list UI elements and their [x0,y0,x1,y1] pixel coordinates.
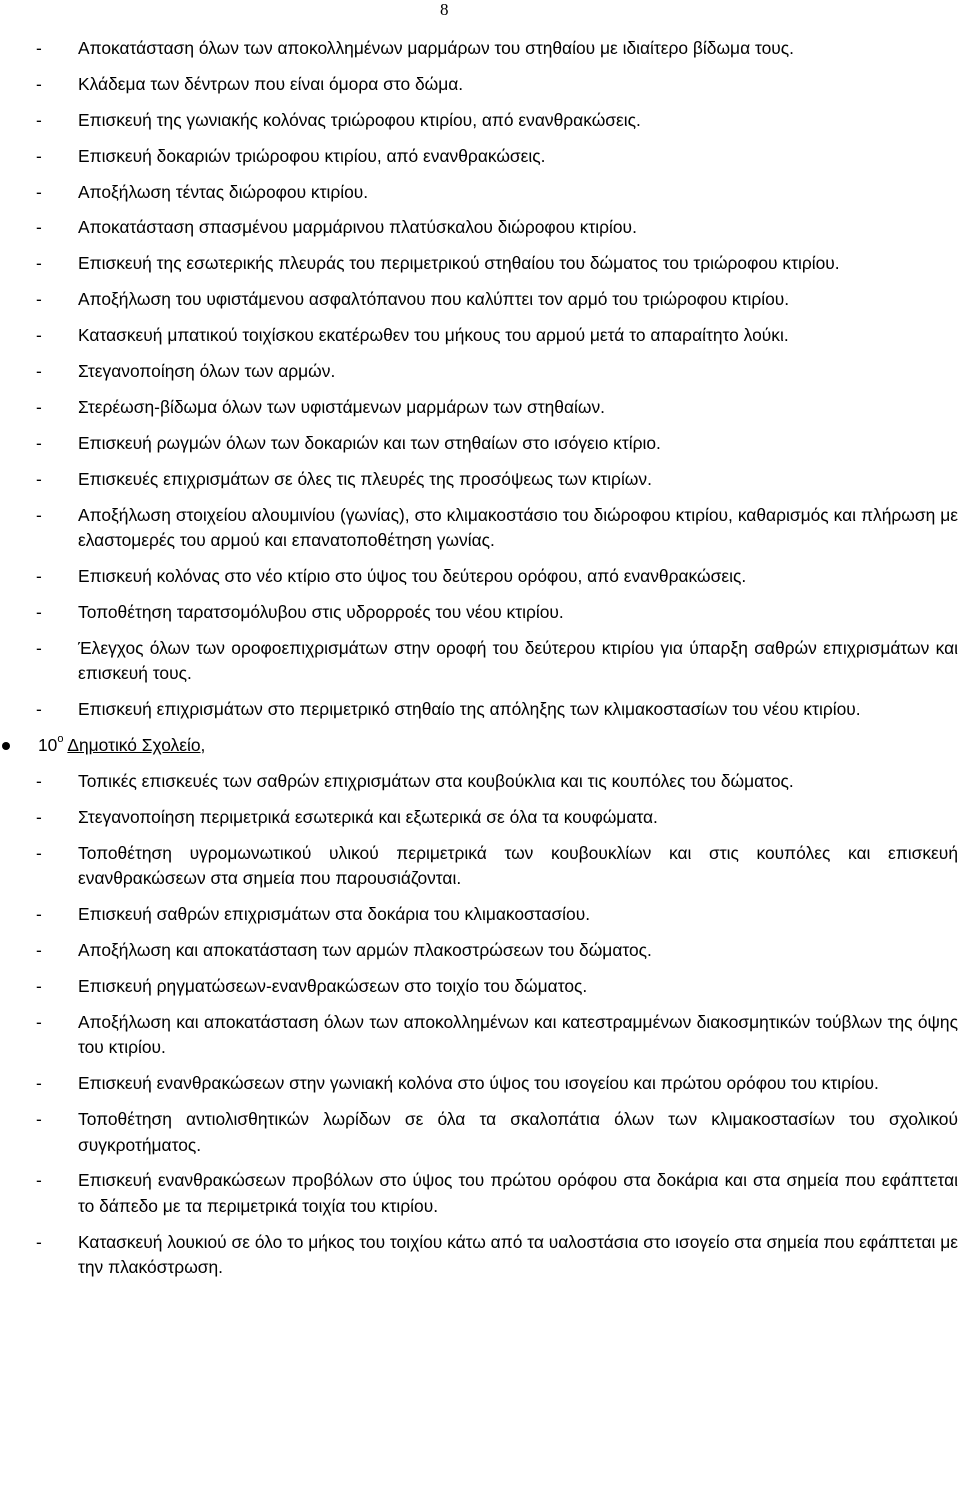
list-item [0,287,960,313]
list-item-text: Στερέωση-βίδωμα όλων των υφιστάμενων μαρμάρων των στηθαίων. [78,396,605,417]
list-item-text: Αποξήλωση στοιχείου αλουμινίου (γωνίας), στο κλιμακοστάσιο του διώροφου κτιρίου, καθαρισμός και πλήρωση με ελαστομερές του αρμού και επανατοποθέτηση γωνίας. [78,504,958,551]
list-item [0,938,960,964]
dash-marker: - [36,1073,42,1094]
list-item [0,251,960,277]
list-item [0,841,960,892]
list-item-text: Κατασκευή μπατικού τοιχίσκου εκατέρωθεν του μήκους του αρμού μετά το απαραίτητο λούκι. [78,325,789,346]
list-item [0,36,960,62]
dash-marker: - [36,289,42,310]
dash-marker: - [36,38,42,58]
list-item-text: Επισκευή επιχρισμάτων στο περιμετρικό στηθαίο της απόληξης των κλιμακοστασίων του νέου κτιρίου. [78,699,861,720]
section-school-name: Δημοτικό Σχολείο [67,735,201,756]
list-item [0,215,960,241]
dash-marker: - [36,637,42,658]
list-item [0,108,960,134]
list-item [0,1010,960,1061]
list-item [0,1107,960,1158]
list-item-text: Τοποθέτηση αντιολισθητικών λωρίδων σε όλα τα σκαλοπάτια όλων των κλιμακοστασίων του σχολικού συγκροτήματος. [78,1109,958,1155]
list-item [0,1230,960,1281]
list-item [0,144,960,170]
list-item-text: Αποξήλωση του υφιστάμενου ασφαλτόπανου που καλύπτει τον αρμό του τριώροφου κτιρίου. [78,289,790,310]
dash-marker: - [36,325,42,346]
list-item-text: Αποξήλωση τέντας διώροφου κτιρίου. [78,181,369,202]
list-item [0,974,960,1000]
work-items-list-after [0,769,960,1281]
section-heading [0,733,960,759]
dash-marker: - [36,1231,42,1252]
dash-marker: - [36,842,42,863]
dash-marker: - [36,1011,42,1032]
dash-marker: - [36,504,42,525]
list-item-text: Αποξήλωση και αποκατάσταση όλων των αποκολλημένων και κατεστραμμένων διακοσμητικών τούβλων της όψης του κτιρίου. [78,1011,958,1058]
dash-marker: - [36,975,42,996]
list-item-text: Στεγανοποίηση περιμετρικά εσωτερικά και εξωτερικά σε όλα τα κουφώματα. [78,806,658,827]
list-item [0,180,960,206]
list-item-text: Επισκευή κολόνας στο νέο κτίριο στο ύψος του δεύτερου ορόφου, από ενανθρακώσεις. [78,565,747,586]
list-item [0,72,960,98]
list-item [0,1071,960,1097]
list-item [0,359,960,385]
document-body [0,36,960,1291]
page-number: 8 [440,0,449,19]
list-item-text: Στεγανοποίηση όλων των αρμών. [78,361,336,382]
list-item-text: Επισκευή σαθρών επιχρισμάτων στα δοκάρια του κλιμακοστασίου. [78,904,591,925]
dash-marker: - [36,145,42,166]
bullet-icon [2,742,10,750]
dash-marker: - [36,73,42,94]
list-item [0,697,960,723]
list-item [0,564,960,590]
list-item [0,467,960,493]
dash-marker: - [36,939,42,960]
list-item [0,902,960,928]
list-item [0,769,960,795]
list-item [0,1168,960,1219]
list-item-text: Επισκευή ενανθρακώσεων προβόλων στο ύψος του πρώτου ορόφου στα δοκάρια και στα σημεία που εφάπτεται το δάπεδο με τα περιμετρικά τοιχία του κτιρίου. [78,1170,958,1216]
list-item-text: Επισκευή της γωνιακής κολόνας τριώροφου κτιρίου, από ενανθρακώσεις. [78,109,641,130]
list-item-text: Τοπικές επισκευές των σαθρών επιχρισμάτων στα κουβούκλια και τις κουπόλες του δώματος. [78,770,794,791]
section-number: 10 [38,735,58,756]
dash-marker: - [36,565,42,586]
dash-marker: - [36,699,42,720]
list-item-text: Επισκευή ενανθρακώσεων στην γωνιακή κολόνα στο ύψος του ισογείου και πρώτου ορόφου του κτιρίου. [78,1073,879,1094]
list-item-text: Αποκατάσταση όλων των αποκολλημένων μαρμάρων του στηθαίου με ιδιαίτερο βίδωμα τους. [78,38,794,58]
list-item [0,323,960,349]
dash-marker: - [36,1170,42,1191]
dash-marker: - [36,468,42,489]
dash-marker: - [36,253,42,274]
section-suffix: , [200,735,206,756]
list-item-text: Κατασκευή λουκιού σε όλο το μήκος του τοιχίου κάτω από τα υαλοστάσια στο ισογείο στα σημεία που εφάπτεται με την πλακόστρωση. [78,1231,959,1278]
dash-marker: - [36,181,42,202]
dash-marker: - [36,904,42,925]
dash-marker: - [36,1109,42,1130]
list-item-text: Αποξήλωση και αποκατάσταση των αρμών πλακοστρώσεων του δώματος. [78,939,652,960]
list-item-text: Επισκευή ρηγματώσεων-ενανθρακώσεων στο τοιχίο του δώματος. [78,975,588,996]
dash-marker: - [36,806,42,827]
list-item-text: Έλεγχος όλων των οροφοεπιχρισμάτων στην οροφή του δεύτερου κτιρίου για ύπαρξη σαθρών επιχρισμάτων και επισκευή τους. [78,637,958,684]
list-item-text: Αποκατάσταση σπασμένου μαρμάρινου πλατύσκαλου διώροφου κτιρίου. [78,217,637,238]
list-item [0,395,960,421]
list-item [0,503,960,554]
list-item-text: Κλάδεμα των δέντρων που είναι όμορα στο δώμα. [78,73,464,94]
dash-marker: - [36,109,42,130]
list-item [0,805,960,831]
dash-marker: - [36,217,42,238]
list-item-text: Τοποθέτηση ταρατσομόλυβου στις υδρορροές του νέου κτιρίου. [78,601,564,622]
dash-marker: - [36,770,42,791]
work-items-list-before [0,36,960,723]
dash-marker: - [36,396,42,417]
list-item [0,431,960,457]
dash-marker: - [36,361,42,382]
list-item-text: Τοποθέτηση υγρομωνωτικού υλικού περιμετρικά των κουβουκλίων και στις κουπόλες και επισκευή ενανθρακώσεων στα σημεία που παρουσιάζονται. [78,842,958,889]
list-item-text: Επισκευή δοκαριών τριώροφου κτιρίου, από ενανθρακώσεις. [78,145,546,166]
list-item-text: Επισκευή ρωγμών όλων των δοκαριών και των στηθαίων στο ισόγειο κτίριο. [78,432,661,453]
section-ordinal: ο [57,733,64,746]
list-item [0,636,960,687]
dash-marker: - [36,601,42,622]
dash-marker: - [36,432,42,453]
list-item-text: Επισκευή της εσωτερικής πλευράς του περιμετρικού στηθαίου του δώματος του τριώροφου κτιρίου. [78,253,840,274]
list-item [0,600,960,626]
list-item-text: Επισκευές επιχρισμάτων σε όλες τις πλευρές της προσόψεως των κτιρίων. [78,468,652,489]
